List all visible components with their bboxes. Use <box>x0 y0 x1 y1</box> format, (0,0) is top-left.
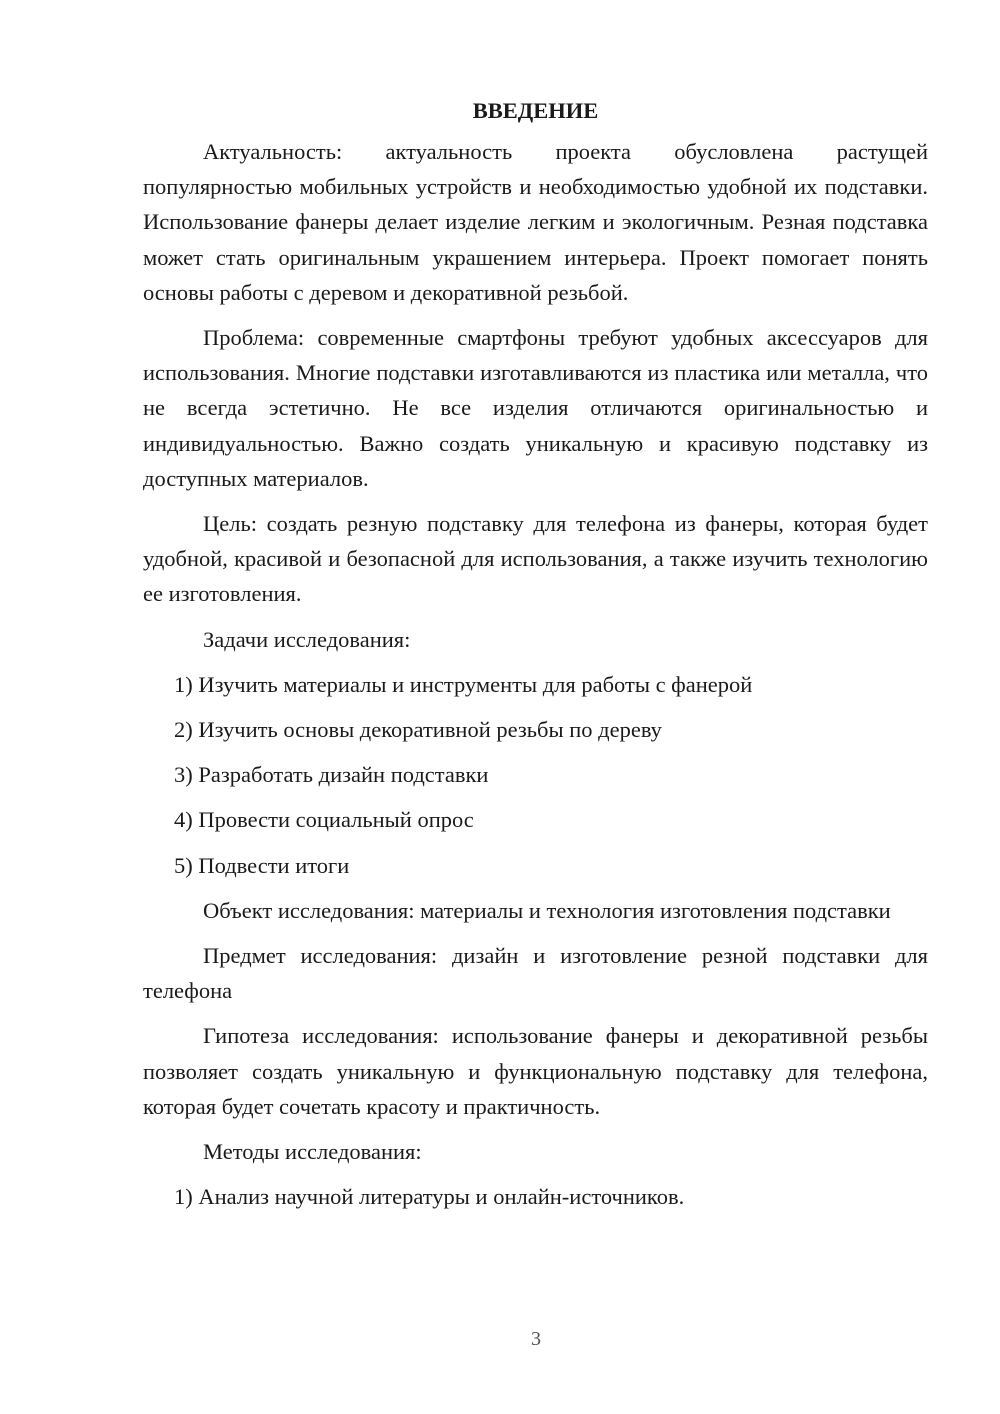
page-number: 3 <box>531 1328 541 1350</box>
task-item: 5) Подвести итоги <box>174 852 350 878</box>
methods-heading: Методы исследования: <box>203 1139 422 1165</box>
section-title: ВВЕДЕНИЕ <box>472 98 599 123</box>
problem-paragraph: Проблема: современные смартфоны требуют удобных аксессуаров для использования. Многие подставки изготавливаются из пластика или металла, что не всегда эстетично. Не все изделия отличаются оригинальностью и индивидуальностью. Важно создать уникальную и красивую подставку из доступных материалов. <box>143 325 928 491</box>
page-content <box>143 93 928 1224</box>
goal-paragraph: Цель: создать резную подставку для телефона из фанеры, которая будет удобной, красивой и безопасной для использования, а также изучить технологию ее изготовления. <box>143 511 928 607</box>
task-item: 3) Разработать дизайн подставки <box>174 762 489 788</box>
task-item: 2) Изучить основы декоративной резьбы по дереву <box>174 717 662 743</box>
task-item: 1) Изучить материалы и инструменты для работы с фанерой <box>174 671 753 697</box>
object-paragraph: Объект исследования: материалы и технология изготовления подставки <box>203 897 891 923</box>
method-item: 1) Анализ научной литературы и онлайн-источников. <box>174 1184 685 1210</box>
task-item: 4) Провести социальный опрос <box>174 807 474 833</box>
subject-paragraph: Предмет исследования: дизайн и изготовление резной подставки для телефона <box>143 943 928 1004</box>
relevance-paragraph: Актуальность: актуальность проекта обусловлена растущей популярностью мобильных устройств и необходимостью удобной их подставки. Использование фанеры делает изделие легким и экологичным. Резная подставка может стать оригинальным украшением интерьера. Проект помогает понять основы работы с деревом и декоративной резьбой. <box>143 139 928 305</box>
tasks-heading: Задачи исследования: <box>203 626 411 652</box>
hypothesis-paragraph: Гипотеза исследования: использование фанеры и декоративной резьбы позволяет создать уникальную и функциональную подставку для телефона, которая будет сочетать красоту и практичность. <box>143 1023 928 1119</box>
